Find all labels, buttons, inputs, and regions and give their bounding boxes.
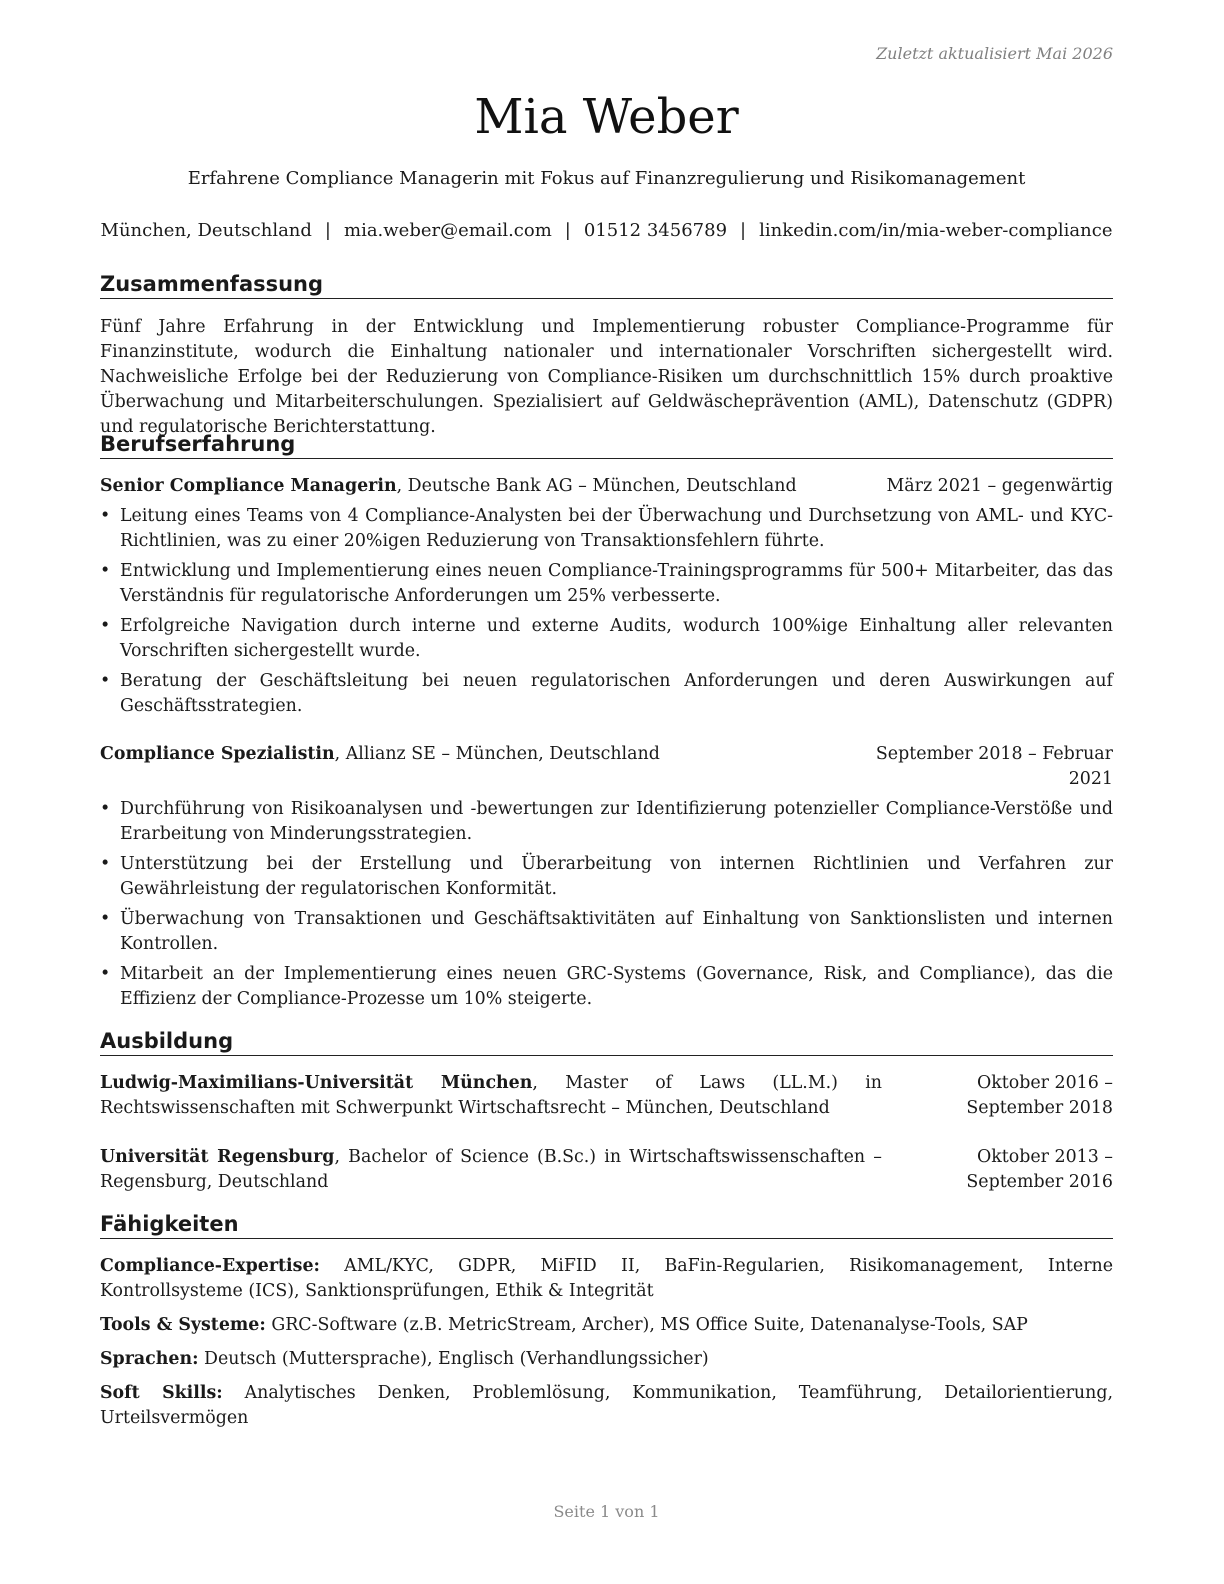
person-name: Mia Weber xyxy=(474,89,739,145)
last-updated-note: Zuletzt aktualisiert Mai 2026 xyxy=(876,44,1113,63)
bullet-text: Überwachung von Transaktionen und Geschäftsaktivitäten auf Einhaltung von Sanktionslisten und internen Kontrollen. xyxy=(120,909,1113,954)
list-item xyxy=(100,559,1113,609)
education-date: Oktober 2016 – September 2018 xyxy=(966,1073,1113,1118)
job-org: , Deutsche Bank AG – München, Deutschland xyxy=(396,476,797,496)
list-item xyxy=(100,907,1113,957)
education-entry xyxy=(100,1145,1113,1195)
bullet-text: Unterstützung bei der Erstellung und Überarbeitung von internen Richtlinien und Verfahren zur Gewährleistung der regulatorischen Konformität. xyxy=(120,854,1113,899)
job-bullets xyxy=(100,797,1113,1017)
bullet-icon: • xyxy=(100,964,111,984)
education-desc xyxy=(100,1145,882,1195)
list-item xyxy=(100,797,1113,847)
bullet-text: Erfolgreiche Navigation durch interne und externe Audits, wodurch 100%ige Einhaltung aller relevanten Vorschriften sichergestellt wurde. xyxy=(120,616,1113,661)
job-title-line xyxy=(100,742,660,767)
skill-label: Tools & Systeme: xyxy=(100,1315,266,1335)
skill-value: Deutsch (Muttersprache), Englisch (Verhandlungssicher) xyxy=(198,1349,709,1369)
contact-email[interactable]: mia.weber@email.com xyxy=(344,220,552,241)
skill-label: Soft Skills: xyxy=(100,1383,223,1403)
skill-value: GRC-Software (z.B. MetricStream, Archer), MS Office Suite, Datenanalyse-Tools, SAP xyxy=(265,1315,1028,1335)
contact-separator: | xyxy=(564,220,571,241)
school-name: Ludwig-Maximilians-Universität München xyxy=(100,1073,533,1093)
page-number: Seite 1 von 1 xyxy=(553,1502,660,1521)
education-desc xyxy=(100,1071,882,1121)
education-entry xyxy=(100,1071,1113,1121)
bullet-icon: • xyxy=(100,854,111,874)
section-heading-skills: Fähigkeiten xyxy=(100,1211,1113,1239)
job-date: September 2018 – Februar 2021 xyxy=(875,744,1113,789)
bullet-icon: • xyxy=(100,616,111,636)
list-item xyxy=(100,852,1113,902)
bullet-icon: • xyxy=(100,671,111,691)
job-date: März 2021 – gegenwärtig xyxy=(886,476,1113,496)
section-heading-experience: Berufserfahrung xyxy=(100,431,1113,459)
summary-text: Fünf Jahre Erfahrung in der Entwicklung und Implementierung robuster Compliance-Programme für Finanzinstitute, wodurch die Einhaltung nationaler und internationaler Vorschriften sichergestellt wird. Nachweisliche Erfolge bei der Reduzierung von Compliance-Risiken um durchschnittlich 15% durch proaktive Überwachung und Mitarbeiterschulungen. Spezialisiert auf Geldwäscheprävention (AML), Datenschutz (GDPR) und regulatorische Berichterstattung. xyxy=(100,317,1113,437)
tagline: Erfahrene Compliance Managerin mit Fokus auf Finanzregulierung und Risikomanagement xyxy=(187,168,1026,189)
job-role: Senior Compliance Managerin xyxy=(100,476,397,496)
contact-line xyxy=(88,220,1125,241)
list-item xyxy=(100,962,1113,1012)
bullet-icon: • xyxy=(100,909,111,929)
skill-line xyxy=(100,1381,1113,1431)
job-bullets xyxy=(100,504,1113,724)
list-item xyxy=(100,504,1113,554)
degree-text: , Bachelor of Science (B.Sc.) in Wirtschaftswissenschaften – Regensburg, Deutschland xyxy=(100,1147,882,1192)
skill-line xyxy=(100,1347,1113,1372)
job-title-line xyxy=(100,474,797,499)
education-date: Oktober 2013 – September 2016 xyxy=(966,1147,1113,1192)
bullet-text: Mitarbeit an der Implementierung eines neuen GRC-Systems (Governance, Risk, and Compliance), das die Effizienz der Compliance-Prozesse um 10% steigerte. xyxy=(120,964,1113,1009)
skill-value: AML/KYC, GDPR, MiFID II, BaFin-Regularien, Risikomanagement, Interne Kontrollsysteme (ICS), Sanktionsprüfungen, Ethik & Integrität xyxy=(100,1256,1113,1301)
skill-line xyxy=(100,1254,1113,1304)
bullet-text: Durchführung von Risikoanalysen und -bewertungen zur Identifizierung potenzieller Compliance-Verstöße und Erarbeitung von Minderungsstrategien. xyxy=(120,799,1113,844)
contact-separator: | xyxy=(740,220,747,241)
bullet-icon: • xyxy=(100,561,111,581)
contact-linkedin[interactable]: linkedin.com/in/mia-weber-compliance xyxy=(759,220,1113,241)
school-name: Universität Regensburg xyxy=(100,1147,335,1167)
bullet-icon: • xyxy=(100,799,111,819)
contact-location: München, Deutschland xyxy=(100,220,312,241)
job-role: Compliance Spezialistin xyxy=(100,744,335,764)
bullet-text: Entwicklung und Implementierung eines neuen Compliance-Trainingsprogramms für 500+ Mitarbeiter, das das Verständnis für regulatorische Anforderungen um 25% verbesserte. xyxy=(120,561,1113,606)
section-heading-summary: Zusammenfassung xyxy=(100,271,1113,299)
contact-separator: | xyxy=(324,220,331,241)
skill-value: Analytisches Denken, Problemlösung, Kommunikation, Teamführung, Detailorientierung, Urteilsvermögen xyxy=(100,1383,1113,1428)
skill-label: Sprachen: xyxy=(100,1349,199,1369)
bullet-text: Beratung der Geschäftsleitung bei neuen regulatorischen Anforderungen und deren Auswirkungen auf Geschäftsstrategien. xyxy=(120,671,1113,716)
list-item xyxy=(100,614,1113,664)
list-item xyxy=(100,669,1113,719)
job-org: , Allianz SE – München, Deutschland xyxy=(334,744,660,764)
skill-label: Compliance-Expertise: xyxy=(100,1256,320,1276)
bullet-icon: • xyxy=(100,506,111,526)
contact-phone: 01512 3456789 xyxy=(583,220,728,241)
skill-line xyxy=(100,1313,1113,1338)
section-heading-education: Ausbildung xyxy=(100,1028,1113,1056)
degree-text: , Master of Laws (LL.M.) in Rechtswissenschaften mit Schwerpunkt Wirtschaftsrecht – München, Deutschland xyxy=(100,1073,882,1118)
bullet-text: Leitung eines Teams von 4 Compliance-Analysten bei der Überwachung und Durchsetzung von AML- und KYC-Richtlinien, was zu einer 20%igen Reduzierung von Transaktionsfehlern führte. xyxy=(120,506,1113,551)
